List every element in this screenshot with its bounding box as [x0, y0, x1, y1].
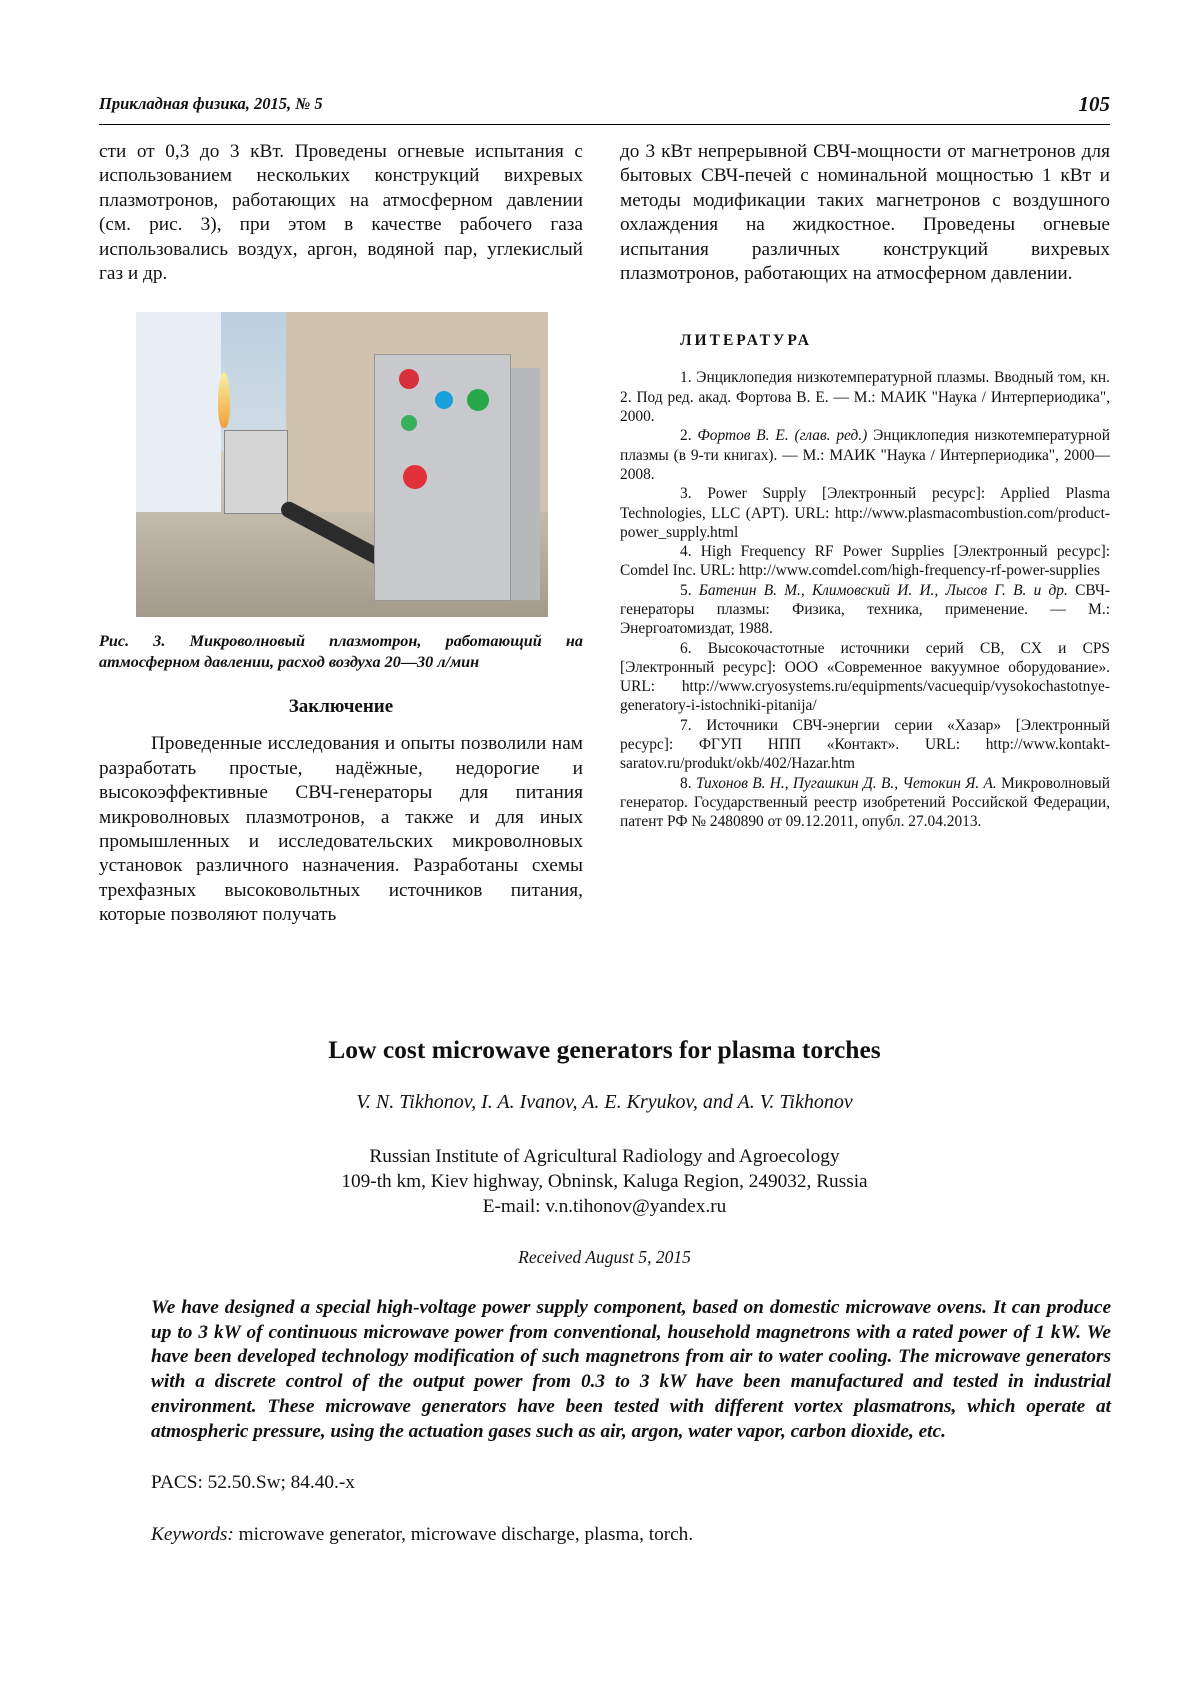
reference-item — [620, 774, 1110, 832]
reference-number: 6. — [680, 639, 692, 657]
plasmatron-unit — [224, 430, 288, 514]
right-continuation-text: до 3 кВт непрерывной СВЧ-мощности от магнетронов для бытовых СВЧ-печей с номинальной мощностью 1 кВт и методы модификации таких магнетронов с воздушного охлаждения на жидкостное. Проведены огневые испытания различных конструкций вихревых плазмотронов, работающих на атмосферном давлении. — [620, 141, 1110, 285]
reference-item — [620, 542, 1110, 581]
reference-item — [620, 484, 1110, 542]
conclusion-heading: Заключение — [288, 696, 394, 718]
left-column — [99, 140, 583, 928]
reference-text: Power Supply [Электронный ресурс]: Applied Plasma Technologies, LLC (APT). URL: http://www.plasmacombustion.com/product-power_supply.html — [620, 485, 1110, 541]
reference-text: Микроволновый генератор. Государственный реестр изобретений Российской Федерации, патент РФ № 2480890 от 09.12.2011, опубл. 27.04.2013. — [620, 774, 1110, 831]
green-button-icon — [467, 389, 489, 411]
page-number: 105 — [1078, 92, 1110, 116]
reference-number: 8. — [680, 774, 692, 792]
author-email: E-mail: v.n.tihonov@yandex.ru — [482, 1196, 727, 1217]
received-date: Received August 5, 2015 — [518, 1247, 691, 1267]
affiliation-line-1: Russian Institute of Agricultural Radiology and Agroecology — [369, 1146, 840, 1167]
reference-author: Тихонов В. Н., Пугашкин Д. В., Четокин Я. А. — [695, 774, 997, 792]
reference-number: 2. — [680, 427, 692, 445]
abstract-text: We have designed a special high-voltage power supply component, based on domestic microwave ovens. It can produce up to 3 kW of continuous microwave power from conventional, household magnetrons with a rated power of 1 kW. We have been developed technology modification of such magnetrons from air to water cooling. The microwave generators with a discrete control of the output power from 0.3 to 3 kW have been manufactured and tested in industrial environment. These microwave generators have been tested with different vortex plasmatrons, which operate at atmospheric pressure, using the actuation gases such as air, argon, water vapor, carbon dioxide, etc. — [151, 1297, 1111, 1442]
blue-button-icon — [435, 391, 453, 409]
reference-number: 7. — [680, 716, 692, 734]
affiliation-line-2: 109-th km, Kiev highway, Obninsk, Kaluga Region, 249032, Russia — [341, 1171, 868, 1192]
reference-item — [620, 368, 1110, 426]
english-abstract-block — [99, 1035, 1110, 1546]
journal-name: Прикладная физика, 2015, № 5 — [99, 94, 323, 113]
reference-number: 1. — [680, 369, 692, 387]
reference-item — [620, 639, 1110, 716]
large-red-button-icon — [403, 465, 427, 489]
page-header — [99, 90, 1110, 125]
reference-number: 3. — [680, 485, 692, 503]
english-title: Low cost microwave generators for plasma torches — [328, 1035, 881, 1064]
window-background — [136, 312, 221, 512]
pacs-codes: PACS: 52.50.Sw; 84.40.-x — [151, 1472, 355, 1494]
reference-text: Высокочастотные источники серий CB, CX и CPS [Электронный ресурс]: ООО «Современное вакуумное оборудование». URL: http://www.cryosystems.ru/equipments/vacuequip/vysokochastotnye-generatory-i-istochniki-pitanija/ — [620, 639, 1110, 715]
reference-number: 4. — [680, 543, 692, 561]
keywords-value: microwave generator, microwave discharge, plasma, torch. — [238, 1524, 694, 1546]
reference-text: Источники СВЧ-энергии серии «Хазар» [Электронный ресурс]: ФГУП НПП «Контакт». URL: http://www.kontakt-saratov.ru/produkt/okb/402/Hazar.htm — [620, 716, 1111, 773]
reference-list — [620, 368, 1110, 831]
literature-heading: ЛИТЕРАТУРА — [680, 332, 812, 350]
reference-item — [620, 716, 1110, 774]
reference-text: High Frequency RF Power Supplies [Электронный ресурс]: Comdel Inc. URL: http://www.comdel.com/high-frequency-rf-power-supplies — [620, 543, 1110, 580]
reference-text: Энциклопедия низкотемпературной плазмы (в 9-ти книгах). — М.: МАИК "Наука / Интерпериодика", 2000—2008. — [620, 427, 1110, 483]
affiliation — [99, 1144, 1110, 1219]
right-column — [620, 140, 1110, 832]
left-continuation-text: сти от 0,3 до 3 кВт. Проведены огневые испытания с использованием нескольких конструкций вихревых плазмотронов, работающих на атмосферном давлении (см. рис. 3), при этом в качестве рабочего газа использовались воздух, аргон, водяной пар, углекислый газ и др. — [99, 141, 583, 285]
keywords — [151, 1524, 1110, 1546]
reference-author: Батенин В. М., Климовский И. И., Лысов Г. В. и др. — [698, 581, 1068, 599]
conclusion-text: Проведенные исследования и опыты позволили нам разработать простые, надёжные, недорогие и высокоэффективные СВЧ-генераторы для питания микроволновых плазмотронов, а также и для иных промышленных и исследовательских микроволновых установок различного назначения. Разработаны схемы трехфазных высоковольтных источников питания, которые позволяют получать — [99, 733, 583, 926]
english-authors: V. N. Tikhonov, I. A. Ivanov, A. E. Kryukov, and A. V. Tikhonov — [356, 1091, 853, 1113]
reference-author: Фортов В. Е. (глав. ред.) — [697, 427, 868, 445]
keywords-label: Keywords: — [151, 1524, 234, 1546]
figure-caption: Рис. 3. Микроволновый плазмотрон, работающий на атмосферном давлении, расход воздуха 20—30 л/мин — [99, 632, 583, 671]
figure-3-photo — [136, 312, 548, 617]
green-small-button-icon — [401, 415, 417, 431]
plasma-flame — [218, 372, 230, 428]
reference-text: СВЧ-генераторы плазмы: Физика, техника, применение. — М.: Энергоатомиздат, 1988. — [620, 581, 1110, 638]
reference-item — [620, 581, 1110, 639]
reference-item — [620, 426, 1110, 484]
reference-text: Энциклопедия низкотемпературной плазмы. Вводный том, кн. 2. Под ред. акад. Фортова В. Е. — М.: МАИК "Наука / Интерпериодика", 2000. — [620, 369, 1110, 426]
red-button-icon — [399, 369, 419, 389]
reference-number: 5. — [680, 581, 692, 599]
generator-cabinet — [374, 354, 511, 601]
